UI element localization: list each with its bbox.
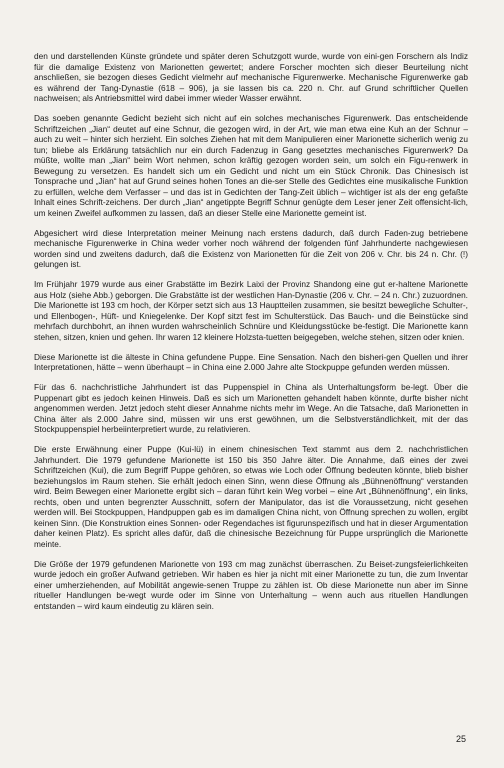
paragraph-6: Für das 6. nachchristliche Jahrhundert ist das Puppenspiel in China als Unterhaltungsform be-legt. Über die Puppenart gibt es jedoch keinen Hinweis. Daß es sich um Marionetten gehandelt haben könnte, durfte bisher nicht angenommen werden. Jetzt jedoch steht dieser Annahme nichts mehr im Wege. An die Tatsache, daß Marionetten in China älter als 2.000 Jahre sind, müssen wir uns erst gewöhnen, um die Selbstverständlichkeit, mit der das Stockpuppenspiel herbeiinterpretiert wurde, zu relativieren.: [34, 382, 468, 434]
page-number: 25: [455, 734, 466, 744]
paragraph-8: Die Größe der 1979 gefundenen Marionette von 193 cm mag zunächst überraschen. Zu Beiset-zungsfeierlichkeiten wurde jedoch ein großer Aufwand getrieben. Wir haben es hier ja nicht mit einer Marionette zu tun, die zum Inventar einer umherziehenden, auf Mobilität angewie-senen Truppe zu zählen ist. Ob diese Marionette nun aber im Sinne ritueller Handlungen be-wegt wurde oder im Sinne von Unterhaltung – wenn auch aus rituellen Handlungen entstanden – wird kaum eindeutig zu klären sein.: [34, 558, 468, 611]
paragraph-3: Abgesichert wird diese Interpretation meiner Meinung nach erstens dadurch, daß durch Faden-zug betriebene mechanische Figurenwerke in China weder vorher noch während der folgenden fünf Jahrhunderte nachgewiesen worden sind und zweitens dadurch, daß die Existenz von Marionetten für die Zeit von 206 v. Chr. bis 24 n. Chr. (!) gelungen ist.: [34, 227, 468, 269]
paragraph-4: Im Frühjahr 1979 wurde aus einer Grabstätte im Bezirk Laixi der Provinz Shandong eine gut er-haltene Marionette aus Holz (siehe Abb.) geborgen. Die Grabstätte ist der westlichen Han-Dynastie (206 v. Chr. – 24 n. Chr.) zuzuordnen. Die Marionette ist 193 cm hoch, der Körper setzt sich aus 13 Hauptteilen zusammen, sie besitzt bewegliche Schulter-, und Ellenbogen-, Hüft- und Kniegelenke. Der Kopf sitzt fest im Schulterstück. Das Bauch- und die Beinstücke sind mehrfach durchbohrt, an ihnen wurden wahrscheinlich Schnüre und Kleidungsstücke be-festigt. Die Marionette kann stehen, sitzen, knien und gehen. Ihr waren 12 kleinere Holzsta-tuetten beigegeben, welche stehen, sitzen oder knien.: [34, 279, 468, 342]
paragraph-5: Diese Marionette ist die älteste in China gefundene Puppe. Eine Sensation. Nach den bisheri-gen Quellen und ihrer Interpretationen, hätte – wenn überhaupt – in China eine 2.000 Jahre alte Stockpuppe gefunden werden müssen.: [34, 351, 468, 372]
paragraph-1: den und darstellenden Künste gründete und später deren Schutzgott wurde, wurde von eini-gen Forschern als Indiz für die damalige Existenz von Marionetten gewertet; andere Forscher mochten sich dieser Beurteilung nicht anschließen, sie bezogen dieses Gedicht vielmehr auf mechanische Figurenwerke. Mechanische Figurenwerke gab es während der Tang-Dynastie (618 – 906), ja sie lassen bis ca. 220 n. Chr. auf Grund schriftlicher Quellen nachweisen; als Antriebsmittel wird dabei immer wieder Wasser erwähnt.: [34, 51, 468, 103]
paragraph-2: Das soeben genannte Gedicht bezieht sich nicht auf ein solches mechanisches Figurenwerk. Das entscheidende Schriftzeichen „Jian“ deutet auf eine Schnur, die gezogen wird, in der Art, wie man etwa eine Kuh an der Schnur – auch zu weit – hinter sich herzieht. Ein solches Ziehen hat mit dem Manipulieren einer Marionette sicherlich wenig zu tun; bliebe als Erklärung tatsächlich nur ein durch Fadenzug in Gang gesetztes mechanisches Figurenwerk? Da müßte, wollte man „Jian“ beim Wort nehmen, schon kräftig gezogen worden sein, um solch ein Figu-renwerk in Bewegung zu versetzen. Es handelt sich um ein Gedicht und nicht um ein Stück Chronik. Das Chinesisch ist Tonsprache und „Jian“ hat auf Grund seines hohen Tones an die-ser Stelle des Gedichtes eine musikalische Funktion zu erfüllen, welche dem Verfasser – und das ist in Gedichten der Tang-Zeit üblich – wichtiger ist als der eng gefaßte Inhalt eines Schrift-zeichens. Der durch „Jian“ angetippte Begriff Schnur genügte dem Leser jener Zeit offensicht-lich, um keinen Zweifel aufkommen zu lassen, daß an dieser Stelle eine Marionette gemeint ist.: [34, 113, 468, 218]
body-text: [34, 51, 468, 621]
paragraph-7: Die erste Erwähnung einer Puppe (Kui-lü) in einem chinesischen Text stammt aus dem 2. nachchristlichen Jahrhundert. Die 1979 gefundene Marionette ist 150 bis 350 Jahre älter. Die Annahme, daß eines der zwei Schriftzeichen (Kui), die zum Begriff Puppe gehören, so etwas wie Loch oder Öffnung bedeuten könnte, blieb bisher beziehungslos im Raum stehen. Sie erhält jedoch einen Sinn, wenn diese Öffnung als „Bühnenöffnung“ verstanden wird. Beim Bewegen einer Marionette ergibt sich – daran führt kein Weg vorbei – eine Art „Bühnenöffnung“, ein links, rechts, oben und unten begrenzter Ausschnitt, sofern der Manipulator, das ist die Voraussetzung, nicht gesehen werden will. Bei Stockpuppen, Handpuppen gab es im damaligen China nicht, von Öffnung sprechen zu wollen, ergibt keinen Sinn. (Die Konstruktion eines Sonnen- oder Regendaches ist figurunspezifisch und hat in dieser Argumentation daher keinen Platz). Es spricht alles dafür, daß die chinesische Bezeichnung für Puppe ursprünglich die Marionette meinte.: [34, 444, 469, 549]
